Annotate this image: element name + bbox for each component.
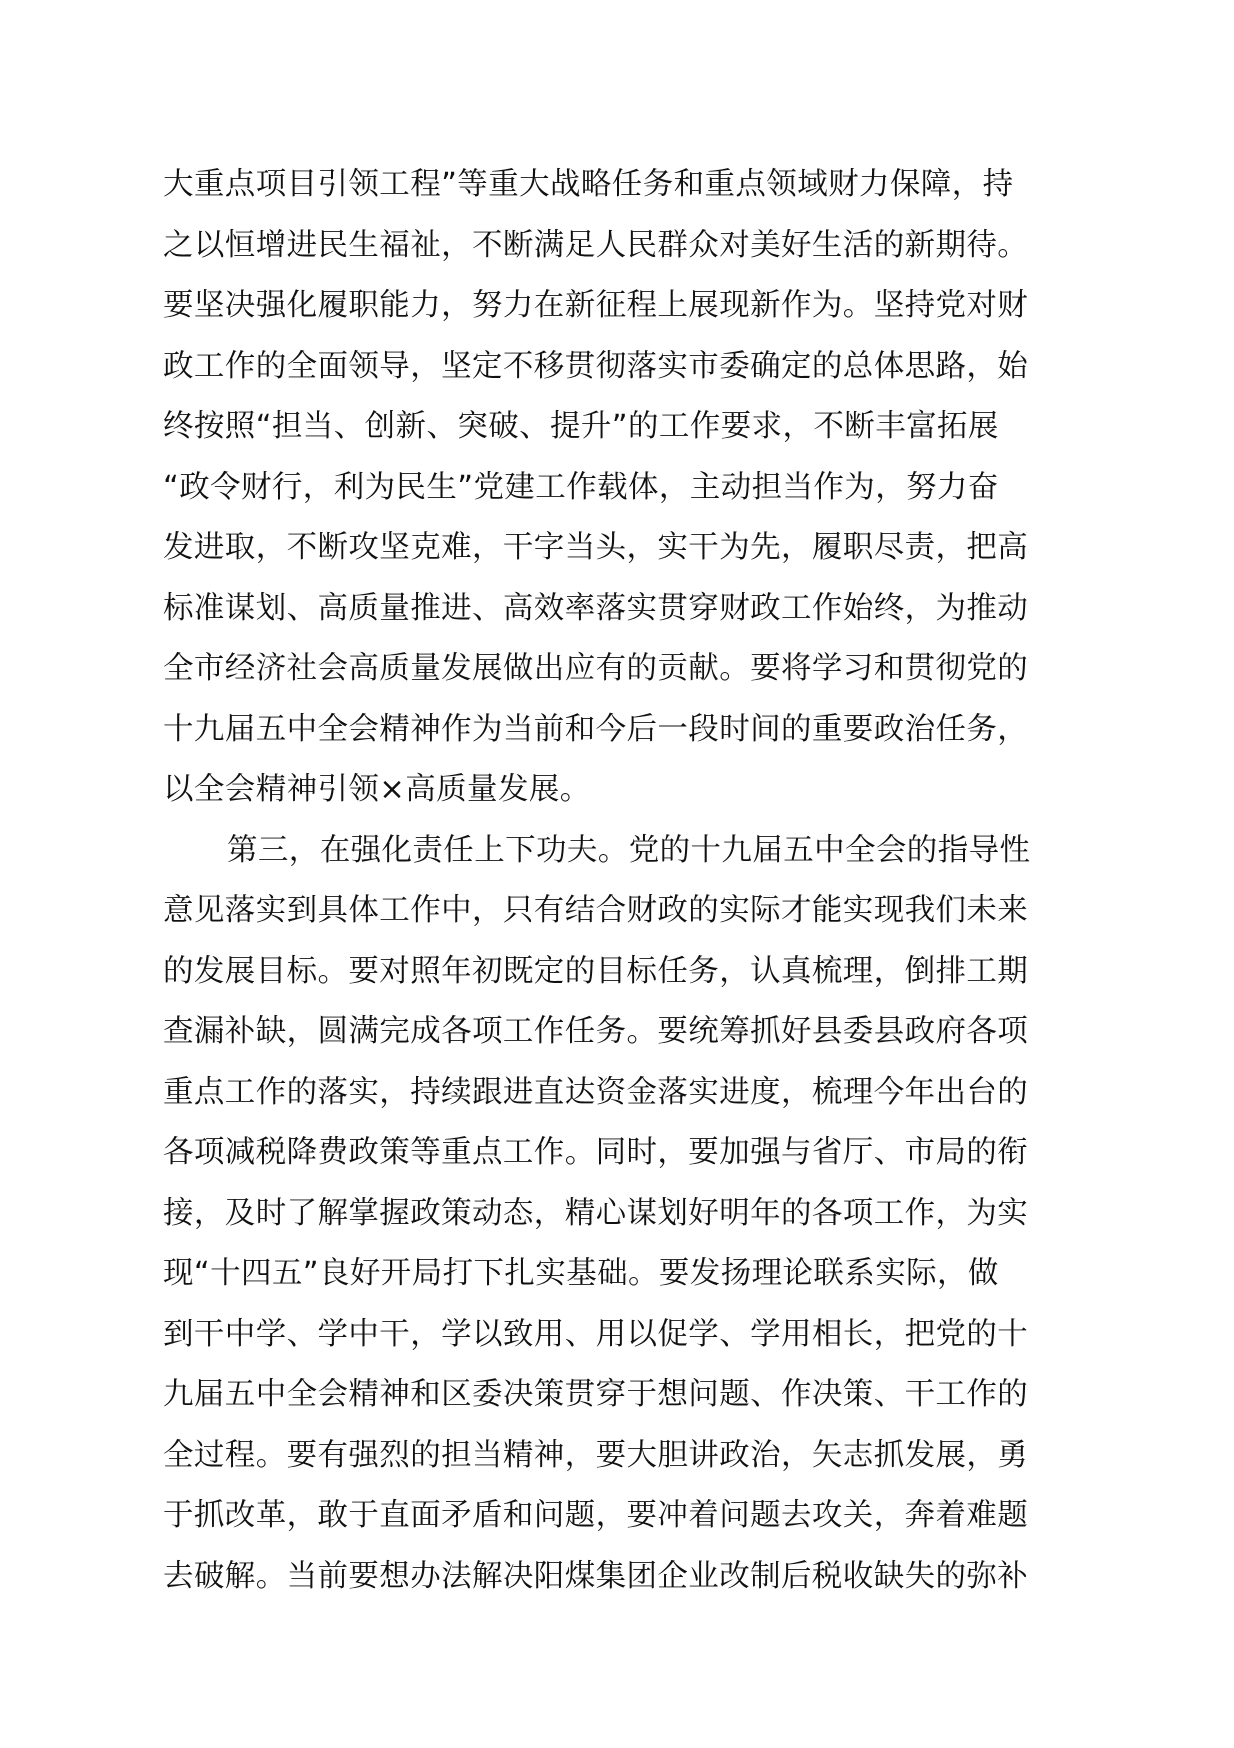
text-line: 终按照“担当、创新、突破、提升”的工作要求，不断丰富拓展 bbox=[163, 409, 999, 444]
text-line: 十九届五中全会精神作为当前和今后一段时间的重要政治任务， bbox=[163, 711, 1029, 747]
text-line: 全过程。要有强烈的担当精神，要大胆讲政治，矢志抓发展，勇 bbox=[163, 1437, 1029, 1473]
text-line: 全市经济社会高质量发展做出应有的贡献。要将学习和贯彻党的 bbox=[163, 651, 1029, 686]
text-line: 政工作的全面领导，坚定不移贯彻落实市委确定的总体思路，始 bbox=[163, 348, 1029, 384]
text-line: 各项减税降费政策等重点工作。同时，要加强与省厅、市局的衔 bbox=[163, 1135, 1029, 1170]
text-line: 去破解。当前要想办法解决阳煤集团企业改制后税收缺失的弥补 bbox=[163, 1558, 1029, 1594]
text-line: 于抓改革，敢于直面矛盾和问题，要冲着问题去攻关，奔着难题 bbox=[163, 1498, 1029, 1533]
text-line: 意见落实到具体工作中，只有结合财政的实际才能实现我们未来 bbox=[163, 893, 1029, 928]
paragraph-start-line: 第三，在强化责任上下功夫。党的十九届五中全会的指导性 bbox=[227, 832, 1031, 868]
body-text bbox=[163, 155, 1108, 1607]
text-line: 的发展目标。要对照年初既定的目标任务，认真梳理，倒排工期 bbox=[163, 953, 1029, 989]
text-line: 现“十四五”良好开局打下扎实基础。要发扬理论联系实际，做 bbox=[163, 1256, 999, 1291]
text-line: 要坚决强化履职能力，努力在新征程上展现新作为。坚持党对财 bbox=[163, 288, 1029, 323]
text-line: 九届五中全会精神和区委决策贯穿于想问题、作决策、干工作的 bbox=[163, 1377, 1029, 1412]
text-line: 标准谋划、高质量推进、高效率落实贯穿财政工作始终，为推动 bbox=[163, 590, 1029, 626]
text-line: 大重点项目引领工程”等重大战略任务和重点领域财力保障，持 bbox=[163, 167, 1014, 202]
text-line: 查漏补缺，圆满完成各项工作任务。要统筹抓好县委县政府各项 bbox=[163, 1014, 1029, 1049]
text-line: “政令财行，利为民生”党建工作载体，主动担当作为，努力奋 bbox=[163, 469, 999, 505]
text-line: 之以恒增进民生福祉，不断满足人民群众对美好生活的新期待。 bbox=[163, 227, 1029, 263]
text-line: 以全会精神引领×高质量发展。 bbox=[163, 772, 591, 807]
text-line: 到干中学、学中干，学以致用、用以促学、学用相长，把党的十 bbox=[163, 1316, 1029, 1352]
text-line: 重点工作的落实，持续跟进直达资金落实进度，梳理今年出台的 bbox=[163, 1074, 1029, 1110]
text-line: 接，及时了解掌握政策动态，精心谋划好明年的各项工作，为实 bbox=[163, 1195, 1029, 1231]
text-line: 发进取，不断攻坚克难，干字当头，实干为先，履职尽责，把高 bbox=[163, 530, 1029, 565]
